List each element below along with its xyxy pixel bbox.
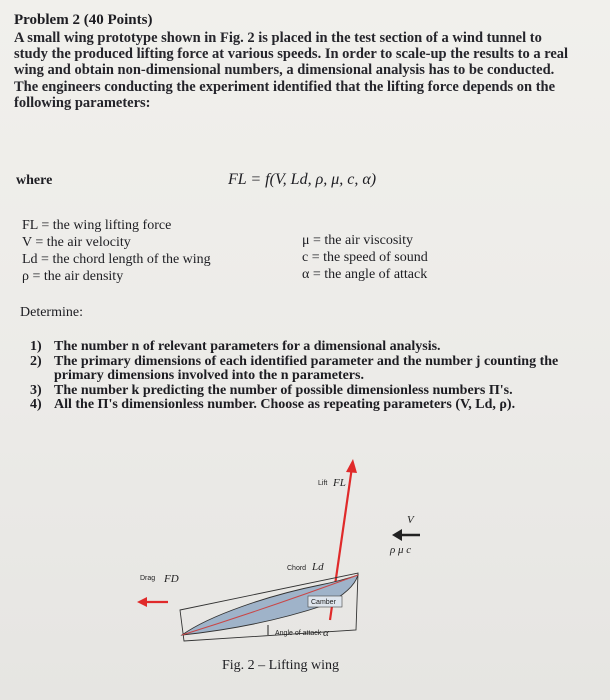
velocity-symbol: V bbox=[407, 514, 414, 526]
parameter-definitions-right bbox=[302, 232, 428, 283]
lift-symbol: FL bbox=[333, 477, 346, 489]
where-label: where bbox=[16, 173, 53, 188]
lift-label: Lift bbox=[318, 480, 328, 487]
lift-arrowhead bbox=[346, 459, 357, 473]
problem-title: Problem 2 (40 Points) bbox=[14, 12, 153, 28]
determine-heading: Determine: bbox=[20, 305, 83, 320]
definition-velocity: V = the air velocity bbox=[22, 235, 131, 250]
chord-label: Chord bbox=[287, 565, 307, 572]
camber-label: Camber bbox=[311, 599, 336, 606]
definition-density: ρ = the air density bbox=[22, 269, 124, 284]
intro-line: wing and obtain non-dimensional numbers, a dimensional analysis has to be conducted. bbox=[14, 62, 555, 79]
definition-angle-of-attack: α = the angle of attack bbox=[302, 267, 428, 282]
flow-properties: ρ μ c bbox=[390, 544, 412, 556]
definition-sound-speed: c = the speed of sound bbox=[302, 250, 428, 265]
intro-line: study the produced lifting force at various speeds. In order to scale-up the results to a real bbox=[14, 46, 569, 63]
problem-intro bbox=[14, 30, 592, 111]
intro-line: A small wing prototype shown in Fig. 2 is placed in the test section of a wind tunnel to bbox=[14, 30, 542, 46]
task-item bbox=[30, 355, 590, 384]
lift-function-equation: FL = f(V, Ld, ρ, μ, c, α) bbox=[228, 171, 377, 188]
parameter-definitions-left bbox=[22, 217, 211, 285]
drag-label: Drag bbox=[140, 575, 156, 582]
task-number: 2) bbox=[30, 353, 42, 369]
intro-line: The engineers conducting the experiment identified that the lifting force depends on the bbox=[14, 78, 556, 95]
drag-symbol: FD bbox=[164, 573, 179, 585]
task-item bbox=[30, 384, 590, 399]
definition-viscosity: μ = the air viscosity bbox=[302, 233, 414, 248]
task-list bbox=[30, 340, 590, 413]
drag-arrowhead bbox=[137, 597, 147, 607]
task-text: The primary dimensions of each identified parameter and the number j counting the primary dimensions involved into the n parameters. bbox=[54, 353, 559, 384]
task-text: The number k predicting the number of possible dimensionless numbers Π's. bbox=[54, 382, 513, 398]
task-item bbox=[30, 340, 590, 355]
task-number: 3) bbox=[30, 382, 42, 398]
task-number: 4) bbox=[30, 397, 42, 413]
task-item bbox=[30, 398, 590, 413]
intro-line: following parameters: bbox=[14, 94, 151, 111]
wing-diagram bbox=[120, 455, 440, 685]
definition-chord-length: Ld = the chord length of the wing bbox=[22, 252, 211, 267]
task-number: 1) bbox=[30, 339, 42, 354]
task-text: All the Π's dimensionless number. Choose as repeating parameters (V, Ld, ρ). bbox=[54, 397, 516, 413]
angle-symbol: α bbox=[323, 627, 329, 639]
velocity-arrowhead bbox=[392, 529, 402, 541]
angle-of-attack-label: Angle of attack bbox=[275, 630, 322, 637]
figure-caption: Fig. 2 – Lifting wing bbox=[222, 658, 340, 673]
chord-symbol: Ld bbox=[312, 561, 324, 573]
definition-lift-force: FL = the wing lifting force bbox=[22, 218, 172, 233]
task-text: The number n of relevant parameters for a dimensional analysis. bbox=[54, 339, 441, 354]
